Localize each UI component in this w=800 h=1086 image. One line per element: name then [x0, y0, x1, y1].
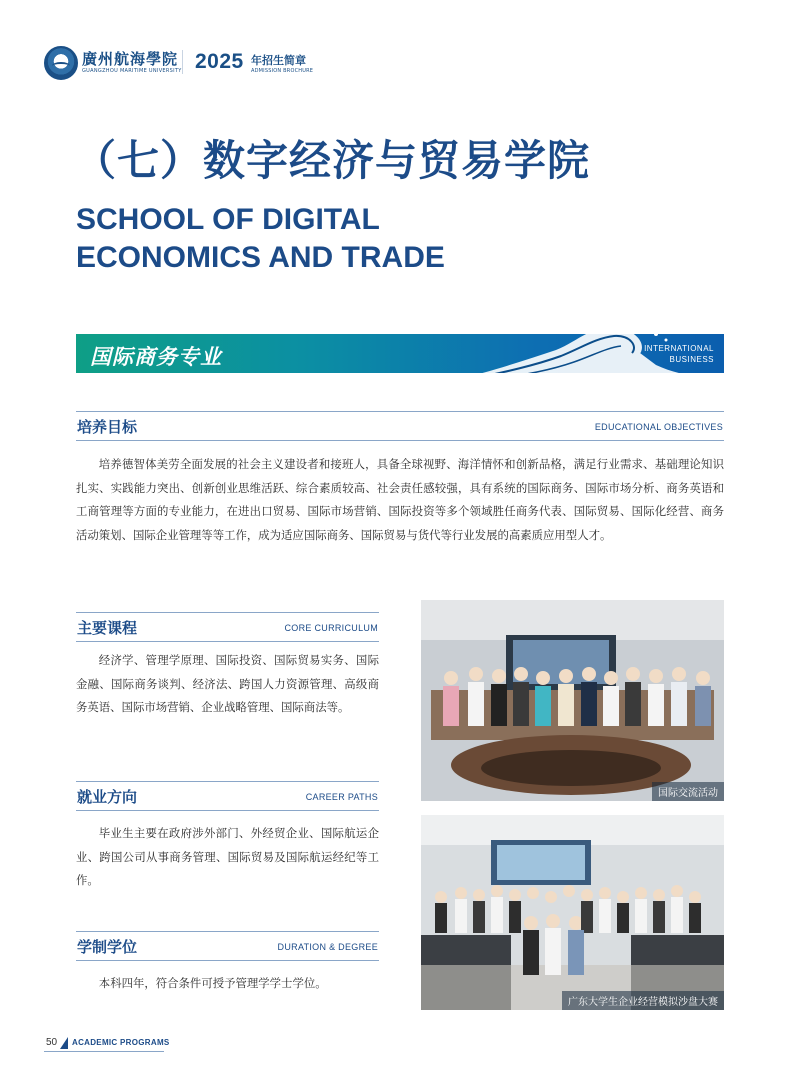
section-title-cn: 就业方向: [77, 788, 138, 806]
footer-label: ACADEMIC PROGRAMS: [72, 1038, 170, 1047]
university-logo-icon: [44, 46, 78, 80]
major-title-en: [644, 343, 714, 365]
page-title-en: [76, 201, 445, 277]
section-header-career: [76, 781, 379, 811]
footer-rule: [44, 1051, 164, 1052]
brochure-title-en: ADMISSION BROCHURE: [251, 68, 314, 74]
photo-sandbox-competition: [421, 815, 724, 1010]
page-title-en-line1: SCHOOL OF DIGITAL: [76, 203, 380, 236]
section-header-degree: [76, 931, 379, 961]
photo-caption: 国际交流活动: [652, 782, 724, 801]
section-title-en: CAREER PATHS: [305, 792, 378, 802]
section-title-en: EDUCATIONAL OBJECTIVES: [594, 422, 723, 432]
header-divider: [182, 50, 183, 74]
page-title-cn: （七）数字经济与贸易学院: [74, 136, 591, 185]
group-photo-icon: [421, 600, 724, 801]
curriculum-text: 经济学、管理学原理、国际投资、国际贸易实务、国际金融、国际商务谈判、经济法、跨国人力资源管理、高级商务英语、国际市场营销、企业战略管理、国际商法等。: [76, 653, 379, 714]
section-title-cn: 主要课程: [77, 619, 138, 637]
objectives-text: 培养德智体美劳全面发展的社会主义建设者和接班人，具备全球视野、海洋情怀和创新品格，满足行业需求、基础理论知识扎实、实践能力突出、创新创业思维活跃、综合素质较高、社会责任感较强，具有系统的国际商务、国际市场分析、商务英语和工商管理等方面的专业能力，在进出口贸易、国际市场营销、国际投资等多个领域胜任商务代表、国际贸易、国际化经营、商务活动策划、国际企业管理等等工作，成为适应国际商务、国际贸易与货代等行业发展的高素质应用型人才。: [76, 457, 724, 542]
brochure-title-cn: 年招生简章: [251, 54, 306, 67]
degree-text: 本科四年，符合条件可授予管理学学士学位。: [98, 976, 327, 990]
section-title-en: CORE CURRICULUM: [284, 623, 378, 633]
page-number: 50: [46, 1037, 58, 1048]
brochure-year: 2025: [195, 50, 244, 73]
page-title-en-line2: ECONOMICS AND TRADE: [76, 241, 445, 274]
section-title-cn: 培养目标: [77, 418, 138, 436]
classroom-photo-icon: [421, 815, 724, 1010]
career-text: 毕业生主要在政府涉外部门、外经贸企业、国际航运企业、跨国公司从事商务管理、国际贸易及国际航运经纪等工作。: [76, 826, 379, 887]
photo-international-exchange: [421, 600, 724, 801]
school-name-en: GUANGZHOU MARITIME UNIVERSITY: [82, 68, 182, 74]
section-title-cn: 学制学位: [77, 938, 138, 956]
major-title-en-line2: BUSINESS: [669, 355, 714, 364]
section-header-curriculum: [76, 612, 379, 642]
section-title-en: DURATION & DEGREE: [277, 942, 378, 952]
photo-caption: 广东大学生企业经营模拟沙盘大赛: [562, 991, 724, 1010]
school-name-cn: 廣州航海學院: [82, 50, 179, 68]
major-title-cn: 国际商务专业: [90, 345, 222, 369]
section-header-objectives: [76, 411, 724, 441]
footer-triangle-icon: [60, 1037, 68, 1049]
major-banner: [76, 334, 724, 373]
major-title-en-line1: INTERNATIONAL: [644, 344, 714, 353]
